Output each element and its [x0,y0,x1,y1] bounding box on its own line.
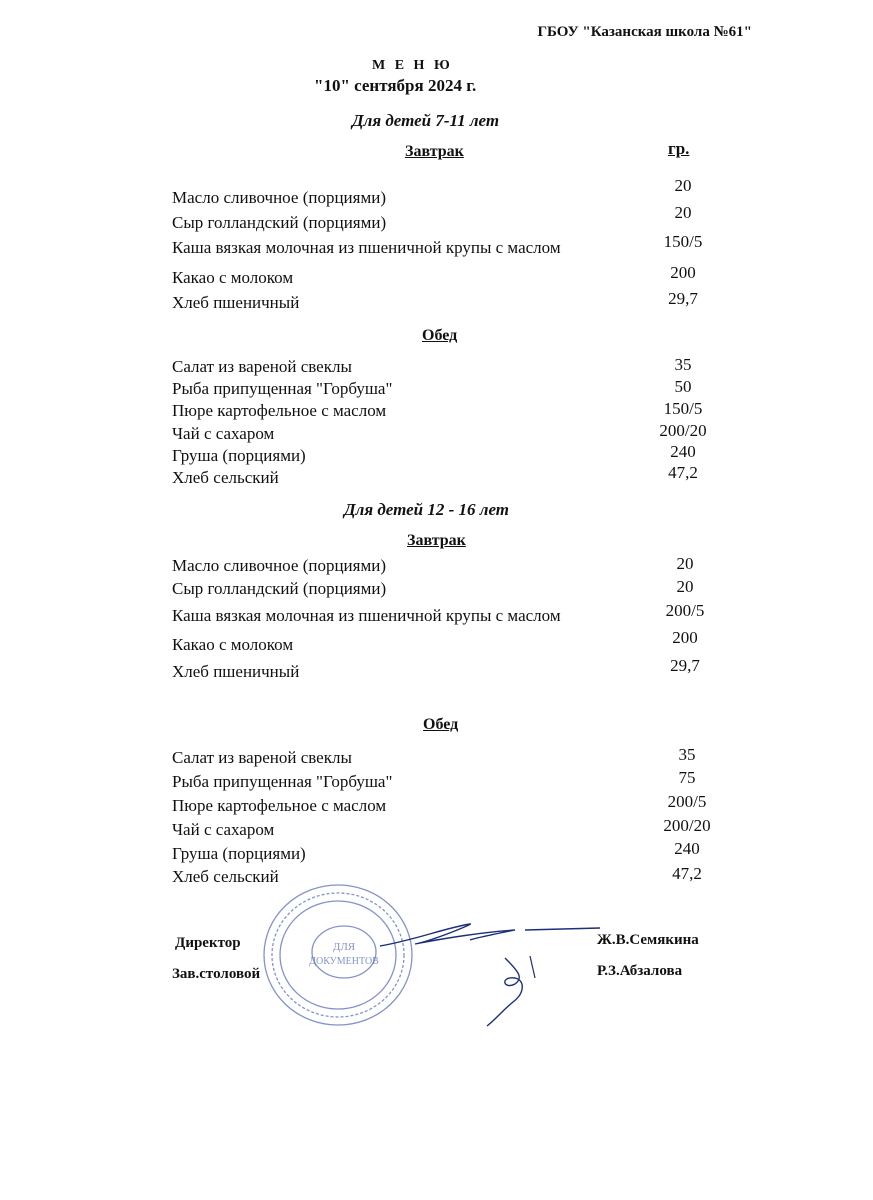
dish-amount: 50 [674,377,692,396]
group2-lunch-title: Обед [423,716,459,733]
dish-amount: 200/5 [667,792,707,811]
dish-name: Груша (порциями) [172,844,306,863]
dish-amount: 75 [678,768,696,787]
group2-breakfast-title: Завтрак [407,532,466,549]
dish-amount: 200/5 [665,601,705,620]
dish-name: Рыба припущенная "Горбуша" [172,772,393,791]
dish-amount: 150/5 [663,399,703,418]
dish-name: Пюре картофельное с маслом [172,401,387,420]
dish-name: Масло сливочное (порциями) [172,556,386,575]
dish-amount: 240 [670,442,696,461]
dish-name: Салат из вареной свеклы [172,748,352,767]
dish-amount: 20 [676,577,694,596]
dish-name: Сыр голландский (порциями) [172,579,387,598]
dish-name: Масло сливочное (порциями) [172,188,386,207]
director-signature [375,918,615,1038]
director-name: Ж.В.Семякина [597,932,699,948]
dish-amount: 47,2 [668,463,698,482]
group1-breakfast-title: Завтрак [405,143,464,160]
dish-name: Хлеб сельский [172,468,279,487]
grams-column-header: гр. [668,139,690,158]
age-group-12-16-title: Для детей 12 - 16 лет [344,500,510,519]
dish-name: Сыр голландский (порциями) [172,213,387,232]
dish-amount: 35 [678,745,696,764]
dish-name: Рыба припущенная "Горбуша" [172,379,393,398]
dish-name: Хлеб сельский [172,867,279,886]
dish-name: Хлеб пшеничный [172,293,300,312]
dish-amount: 150/5 [663,232,703,251]
menu-title: М Е Н Ю [372,58,453,73]
canteen-manager-name: Р.З.Абзалова [597,963,683,979]
group1-lunch-title: Обед [422,327,458,344]
dish-name: Груша (порциями) [172,446,306,465]
dish-name: Какао с молоком [172,268,294,287]
age-group-7-11-title: Для детей 7-11 лет [352,111,500,130]
canteen-manager-title: Зав.столовой [172,966,261,982]
dish-amount: 29,7 [670,656,700,675]
director-title: Директор [175,935,241,951]
dish-amount: 200 [672,628,698,647]
dish-amount: 35 [674,355,692,374]
dish-amount: 20 [676,554,694,573]
dish-name: Каша вязкая молочная из пшеничной крупы с маслом [172,238,561,257]
dish-amount: 200/20 [659,421,707,440]
menu-date: "10" сентября 2024 г. [314,76,477,95]
dish-amount: 200 [670,263,696,282]
stamp-text-line1: ДЛЯ [332,941,356,953]
dish-name: Какао с молоком [172,635,294,654]
dish-amount: 29,7 [668,289,698,308]
school-name: ГБОУ "Казанская школа №61" [537,24,752,40]
dish-name: Хлеб пшеничный [172,662,300,681]
dish-name: Салат из вареной свеклы [172,357,352,376]
dish-name: Каша вязкая молочная из пшеничной крупы с маслом [172,606,561,625]
dish-amount: 20 [674,176,692,195]
dish-name: Пюре картофельное с маслом [172,796,387,815]
dish-name: Чай с сахаром [172,424,275,443]
dish-amount: 47,2 [672,864,702,883]
dish-amount: 200/20 [663,816,711,835]
dish-amount: 240 [674,839,700,858]
dish-name: Чай с сахаром [172,820,275,839]
dish-amount: 20 [674,203,692,222]
stamp-text-line2: ДОКУМЕНТОВ [309,956,379,967]
